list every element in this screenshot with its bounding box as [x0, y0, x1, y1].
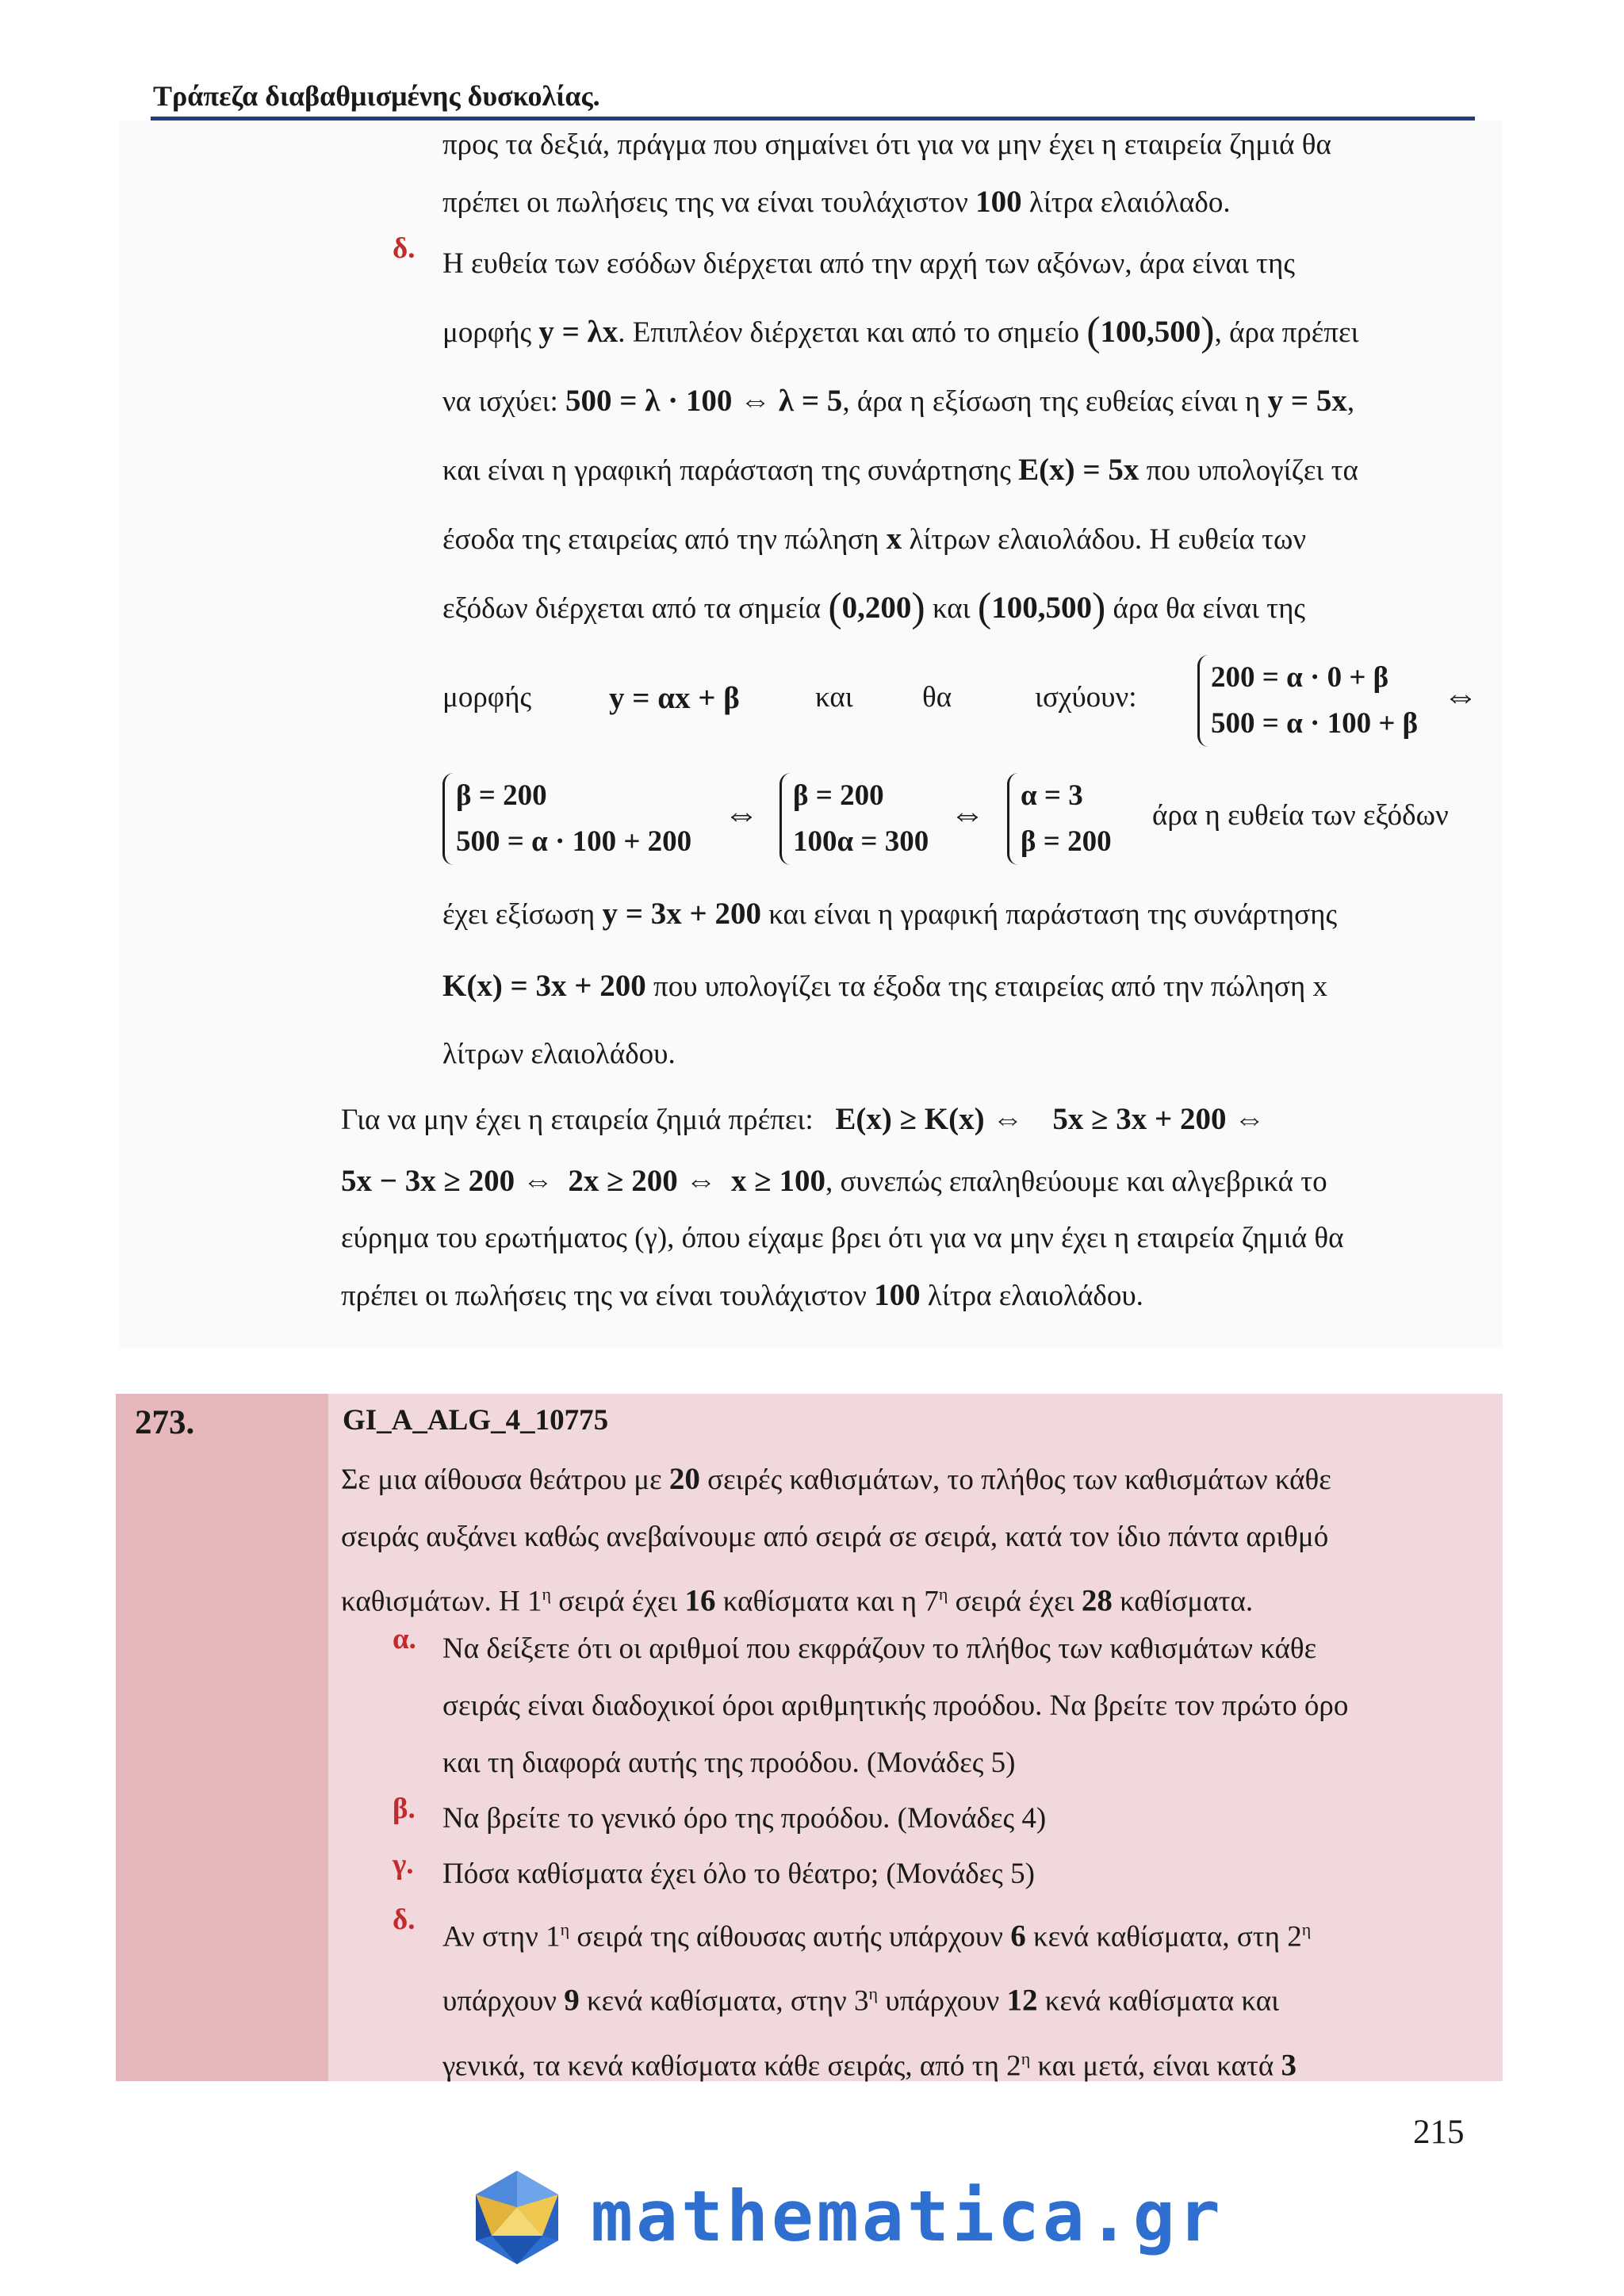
question-c-label: γ. [393, 1848, 414, 1881]
system-1: β = 200 500 = α · 100 + 200 [442, 773, 699, 865]
logo-text: mathematica.gr [591, 2175, 1224, 2257]
problem-number: 273. [135, 1404, 195, 1441]
question-a-label: α. [393, 1623, 416, 1655]
problem-intro: Σε μια αίθουσα θεάτρου με 20 σειρές καθισμάτων, το πλήθος των καθισμάτων κάθε σειράς αυξάνει καθώς ανεβαίνουμε από σειρά σε σειρά, κατά τον ίδιο πάντα αριθμό καθισμάτων. Η $1^\eta$ σειρά έχει 16 καθίσματα και η $7^\eta$ σειρά έχει 28 καθίσματα. [341, 1462, 1331, 1618]
icosahedron-logo-icon [468, 2168, 567, 2267]
question-a: Να δείξετε ότι οι αριθμοί που εκφράζουν το πλήθος των καθισμάτων κάθε σειράς είναι διαδοχικοί όροι αριθμητικής προόδου. Να βρείτε τον πρώτο όρο και τη διαφορά αυτής της προόδου. (Μονάδες 5) [442, 1632, 1349, 1779]
part-d-label: δ. [393, 232, 416, 265]
problem-273-box [116, 1394, 1503, 2081]
part-d-conclusion: έχει εξίσωση y = 3x + 200 και είναι η γραφική παράσταση της συνάρτησης K(x) = 3x + 200 που υπολογίζει τα έξοδα της εταιρείας από την πώληση x λίτρων ελαιολάδου. [442, 897, 1338, 1070]
site-logo[interactable] [468, 2172, 1224, 2263]
system-chain: β = 200 500 = α · 100 + 200 ⇔ β = 200 100α = 300 ⇔ α = 3 β = 200 άρα η ευθεία των εξόδων [442, 773, 1485, 876]
problem-code: GI_A_ALG_4_10775 [343, 1404, 609, 1437]
system-2: β = 200 100α = 300 [779, 773, 936, 865]
part-d-solution: Η ευθεία των εσόδων διέρχεται από την αρχή των αξόνων, άρα είναι της μορφής y = λx. Επιπλέον διέρχεται και από το σημείο (100,500), άρα πρέπει να ισχύει: 500 = λ · 100 ⇔ λ = 5, άρα η εξίσωση της ευθείας είναι η y = 5x, και είναι η γραφική παράσταση της συνάρτησης E(x) = 5x που υπολογίζει τα έσοδα της εταιρείας από την πώληση x λίτρων ελαιολάδου. Η ευθεία των εξόδων διέρχεται από τα σημεία (0,200) και (100,500) άρα θα είναι της [442, 247, 1359, 630]
system-3: α = 3 β = 200 [1007, 773, 1120, 865]
question-d-label: δ. [393, 1904, 416, 1936]
question-b-label: β. [393, 1793, 416, 1825]
question-c: Πόσα καθίσματα έχει όλο το θέατρο; (Μονάδες 5) [442, 1858, 1035, 1890]
question-b: Να βρείτε το γενικό όρο της προόδου. (Μονάδες 4) [442, 1802, 1047, 1835]
system-0: 200 = α · 0 + β 500 = α · 100 + β [1197, 655, 1426, 747]
problem-number-cell [116, 1394, 328, 2081]
algebraic-verification: Για να μην έχει η εταιρεία ζημιά πρέπει: E(x) ≥ K(x) ⇔ 5x ≥ 3x + 200 ⇔ 5x − 3x ≥ 200 ⇔ 2x ≥ 200 ⇔ x ≥ 100, συνεπώς επαληθεύουμε και αλγεβρικά το εύρημα του ερωτήματος (γ), όπου είχαμε βρει ότι για να μην έχει η εταιρεία ζημιά θα πρέπει οι πωλήσεις της να είναι τουλάχιστον 100 λίτρα ελαιολάδου. [341, 1102, 1344, 1312]
running-header: Τράπεζα διαβαθμισμένης δυσκολίας. [153, 80, 600, 112]
page-number: 215 [1413, 2114, 1465, 2151]
form-line: μορφής y = αx + β και θα ισχύουν: 200 = α · 0 + β 500 = α · 100 + β ⇔ [442, 655, 1485, 758]
part-c-ending: προς τα δεξιά, πράγμα που σημαίνει ότι για να μην έχει η εταιρεία ζημιά θα πρέπει οι πωλήσεις της να είναι τουλάχιστον 100 λίτρα ελαιόλαδο. [442, 128, 1331, 219]
question-d: Αν στην $1^\eta$ σειρά της αίθουσας αυτής υπάρχουν 6 κενά καθίσματα, στη $2^\eta$ υπάρχουν 9 κενά καθίσματα, στην $3^\eta$ υπάρχουν 12 κενά καθίσματα και γενικά, τα κενά καθίσματα κάθε σειράς, από τη $2^\eta$ και μετά, είναι κατά 3 [442, 1919, 1312, 2082]
